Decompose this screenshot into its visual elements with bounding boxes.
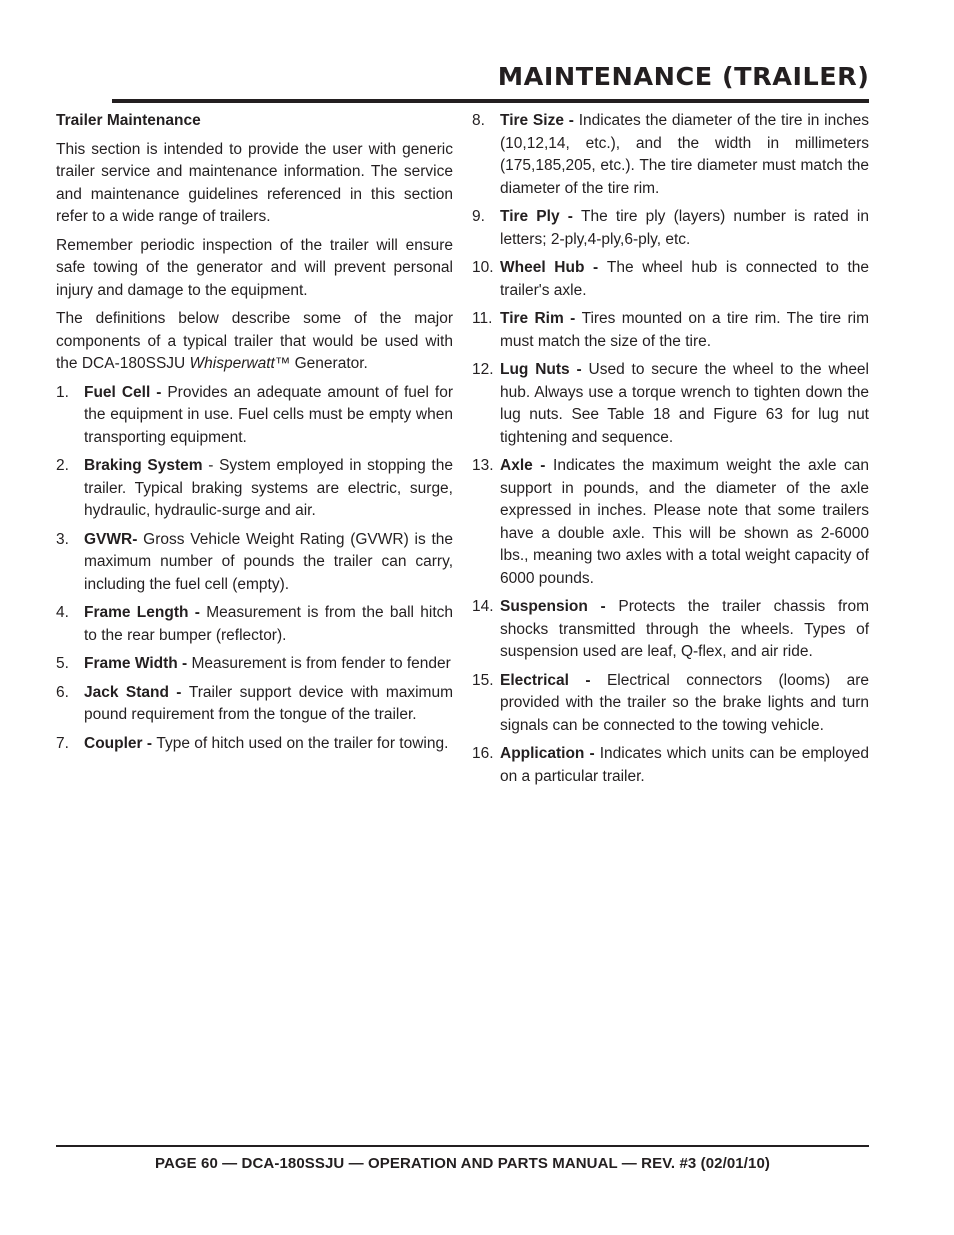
list-item (472, 359, 869, 449)
item-number: 3. (56, 530, 69, 548)
item-number: 10. (472, 259, 494, 276)
definitions-text: The definitions below describe some of the major components of a typical trailer that would be used with the DCA-180SSJU (56, 310, 453, 372)
item-term: Frame Length - (84, 604, 207, 621)
item-number: 8. (472, 112, 485, 129)
list-item (472, 455, 869, 590)
list-item (56, 602, 453, 647)
brand-name: Whisperwatt™ (189, 355, 291, 372)
item-body (500, 743, 869, 788)
item-body (500, 110, 869, 200)
item-body (84, 382, 453, 450)
item-text: Measurement is from fender to fender (191, 655, 451, 672)
item-term: GVWR- (84, 530, 144, 548)
left-column (56, 110, 453, 761)
item-body (84, 602, 453, 647)
page-title: MAINTENANCE (TRAILER) (497, 62, 869, 91)
item-text: The tire ply (layers) number is rated in letters; 2-ply,4-ply,6-ply, etc. (500, 208, 869, 248)
definitions-paragraph (56, 308, 453, 376)
item-text: Type of hitch used on the trailer for towing. (156, 734, 449, 752)
page-footer: PAGE 60 — DCA-180SSJU — OPERATION AND PARTS MANUAL — REV. #3 (02/01/10) (154, 1155, 771, 1172)
list-item (472, 596, 869, 664)
item-text: Electrical connectors (looms) are provided with the trailer so the brake lights and turn signals can be connected to the towing vehicle. (500, 671, 869, 734)
list-item (472, 110, 869, 200)
list-item (56, 653, 453, 676)
item-body (84, 653, 453, 676)
item-number: 13. (472, 457, 494, 474)
item-text: - System employed in stopping the trailer. Typical braking systems are electric, surge, hydraulic, hydraulic-surge and air. (84, 457, 453, 519)
item-body (500, 670, 869, 738)
inspection-paragraph: Remember periodic inspection of the trailer will ensure safe towing of the generator and will prevent personal injury and damage to the equipment. (56, 236, 453, 299)
item-number: 5. (56, 655, 69, 672)
list-item (56, 529, 453, 597)
item-number: 6. (56, 683, 69, 701)
item-text: Indicates the diameter of the tire in inches (10,12,14, etc.), and the width in millimeters (175,185,205, etc.). The tire diameter must match the diameter of the tire rim. (500, 112, 869, 197)
item-body (500, 455, 869, 590)
item-term: Tire Ply - (500, 208, 582, 225)
item-body (84, 529, 453, 597)
definitions-text-end: Generator. (290, 355, 368, 372)
item-number: 12. (472, 361, 494, 378)
item-term: Axle - (500, 457, 554, 474)
item-text: Protects the trailer chassis from shocks transmitted through the wheels. Types of suspension used are leaf, Q-flex, and air ride. (500, 598, 869, 660)
item-text: Gross Vehicle Weight Rating (GVWR) is the maximum number of pounds the trailer can carry, including the fuel cell (empty). (84, 530, 453, 593)
list-item (56, 455, 453, 523)
item-number: 11. (472, 310, 493, 327)
item-term: Tire Size - (500, 112, 579, 129)
item-term: Braking System (84, 457, 203, 474)
right-column (472, 110, 869, 794)
title-rule (112, 99, 869, 103)
item-text: Trailer support device with maximum pound requirement from the tongue of the trailer. (84, 683, 454, 723)
item-body (500, 257, 869, 302)
item-term: Application - (500, 745, 600, 762)
item-term: Electrical - (500, 671, 607, 689)
item-number: 14. (472, 598, 494, 615)
list-item (472, 206, 869, 251)
section-heading: Trailer Maintenance (56, 112, 201, 129)
list-item (472, 257, 869, 302)
list-item (56, 733, 453, 756)
item-text: Indicates the maximum weight the axle can support in pounds, and the diameter of the axle expressed in inches. Please note that some trailers have a double axle. This will be shown as 2-6000 lbs., meaning two axles with a total weight capacity of 6000 pounds. (500, 457, 869, 587)
item-number: 9. (472, 208, 485, 225)
item-term: Wheel Hub - (500, 259, 607, 276)
intro-paragraph: This section is intended to provide the user with generic trailer service and maintenance information. The service and maintenance guidelines referenced in this section refer to a wide range of trailers. (56, 140, 453, 225)
item-term: Fuel Cell - (84, 383, 168, 401)
item-term: Coupler - (84, 734, 157, 752)
item-body (500, 308, 869, 353)
item-body (84, 733, 453, 756)
item-text: Used to secure the wheel to the wheel hub. Always use a torque wrench to tighten down the lug nuts. See Table 18 and Figure 63 for lug nut tightening and sequence. (500, 361, 869, 446)
item-term: Suspension - (500, 598, 619, 615)
item-term: Lug Nuts - (500, 361, 589, 378)
item-text: Measurement is from the ball hitch to the rear bumper (reflector). (84, 604, 454, 644)
item-body (500, 206, 869, 251)
item-number: 1. (56, 383, 69, 401)
item-number: 7. (56, 734, 69, 752)
item-text: Indicates which units can be employed on a particular trailer. (500, 745, 869, 785)
item-number: 15. (472, 671, 494, 689)
item-term: Frame Width - (84, 655, 192, 672)
list-item (56, 382, 453, 450)
item-term: Tire Rim - (500, 310, 582, 327)
item-text: Tires mounted on a tire rim. The tire rim must match the size of the tire. (500, 310, 869, 350)
list-item (472, 670, 869, 738)
item-term: Jack Stand - (84, 683, 189, 701)
footer-rule (56, 1145, 869, 1147)
item-text: The wheel hub is connected to the trailer's axle. (500, 259, 869, 299)
item-body (500, 596, 869, 664)
item-number: 4. (56, 604, 69, 621)
list-item (56, 682, 453, 727)
item-number: 2. (56, 457, 69, 474)
item-body (84, 682, 453, 727)
item-number: 16. (472, 745, 494, 762)
item-body (500, 359, 869, 449)
list-item (472, 308, 869, 353)
list-item (472, 743, 869, 788)
item-body (84, 455, 453, 523)
item-text: Provides an adequate amount of fuel for the equipment in use. Fuel cells must be empty when transporting equipment. (84, 383, 453, 446)
